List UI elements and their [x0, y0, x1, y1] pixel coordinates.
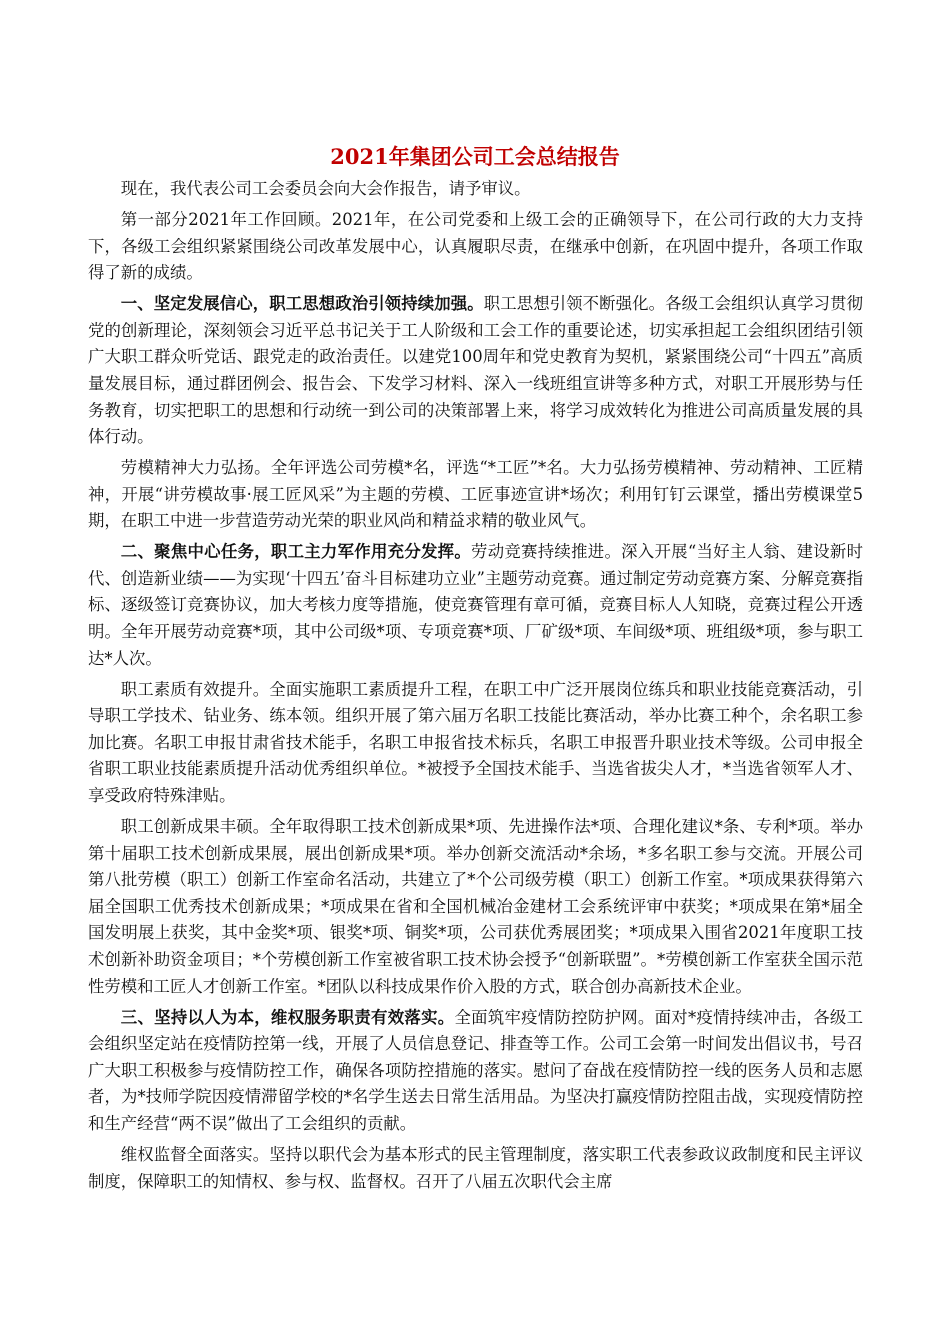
body-paragraph: [88, 814, 863, 1000]
paragraph-text: 维权监督全面落实。坚持以职代会为基本形式的民主管理制度，落实职工代表参政议政制度和民主评议制度，保障职工的知情权、参与权、监督权。召开了八届五次职代会主席: [88, 1144, 863, 1191]
paragraph-text: 劳模精神大力弘扬。全年评选公司劳模*名，评选“*工匠”*名。大力弘扬劳模精神、劳动精神、工匠精神，开展“讲劳模故事·展工匠风采”为主题的劳模、工匠事迹宣讲*场次；利用钉钉云课堂，播出劳模课堂5期，在职工中进一步营造劳动光荣的职业风尚和精益求精的敬业风气。: [88, 458, 863, 531]
body-paragraph: [88, 291, 863, 451]
paragraph-text: 职工创新成果丰硕。全年取得职工技术创新成果*项、先进操作法*项、合理化建议*条、专利*项。举办第十届职工技术创新成果展，展出创新成果*项。举办创新交流活动*余场，*多名职工参与交流。开展公司第八批劳模（职工）创新工作室命名活动，共建立了*个公司级劳模（职工）创新工作室。*项成果获得第六届全国职工优秀技术创新成果；*项成果在省和全国机械冶金建材工会系统评审中获奖；*项成果在第*届全国发明展上获奖，其中金奖*项、银奖*项、铜奖*项，公司获优秀展团奖；*项成果入围省2021年度职工技术创新补助资金项目；*个劳模创新工作室被省职工技术协会授予“创新联盟”。*劳模创新工作室获全国示范性劳模和工匠人才创新工作室。*团队以科技成果作价入股的方式，联合创办高新技术企业。: [88, 817, 863, 996]
body-paragraph: [88, 1142, 863, 1195]
paragraph-text: 职工思想引领不断强化。各级工会组织认真学习贯彻党的创新理论，深刻领会习近平总书记关于工人阶级和工会工作的重要论述，切实承担起工会组织团结引领广大职工群众听党话、跟党走的政治责任。以建党100周年和党史教育为契机，紧紧围绕公司“十四五”高质量发展目标，通过群团例会、报告会、下发学习材料、深入一线班组宣讲等多种方式，对职工开展形势与任务教育，切实把职工的思想和行动统一到公司的决策部署上来，将学习成效转化为推进公司高质量发展的具体行动。: [88, 294, 863, 447]
paragraph-text: 职工素质有效提升。全面实施职工素质提升工程，在职工中广泛开展岗位练兵和职业技能竞赛活动，引导职工学技术、钻业务、练本领。组织开展了第六届万名职工技能比赛活动，举办比赛工种个，余名职工参加比赛。名职工申报甘肃省技术能手，名职工申报省技术标兵，名职工申报晋升职业技术等级。公司申报全省职工职业技能素质提升活动优秀组织单位。*被授予全国技术能手、当选省拔尖人才，*当选省领军人才、享受政府特殊津贴。: [88, 679, 863, 806]
document-title: 2021年集团公司工会总结报告: [330, 144, 620, 169]
paragraph-text: 全面筑牢疫情防控防护网。面对*疫情持续冲击，各级工会组织坚定站在疫情防控第一线，开展了人员信息登记、排查等工作。公司工会第一时间发出倡议书，号召广大职工积极参与疫情防控工作，确保各项防控措施的落实。慰问了奋战在疫情防控一线的医务人员和志愿者，为*技师学院因疫情滞留学校的*名学生送去日常生活用品。为坚决打赢疫情防控阻击战，实现疫情防控和生产经营“两不误”做出了工会组织的贡献。: [88, 1007, 863, 1133]
document-body: [88, 176, 863, 1199]
paragraph-text: 现在，我代表公司工会委员会向大会作报告，请予审议。: [120, 179, 531, 198]
paragraph-text: 劳动竞赛持续推进。深入开展“当好主人翁、建设新时代、创造新业绩——为实现‘十四五’奋斗目标建功立业”主题劳动竞赛。通过制定劳动竞赛方案、分解竞赛指标、逐级签订竞赛协议，加大考核力度等措施，使竞赛管理有章可循，竞赛目标人人知晓，竞赛过程公开透明。全年开展劳动竞赛*项，其中公司级*项、专项竞赛*项、厂矿级*项、车间级*项、班组级*项，参与职工达*人次。: [88, 542, 863, 668]
section-heading: 一、坚定发展信心，职工思想政治引领持续加强。: [120, 294, 484, 314]
body-paragraph: [88, 455, 863, 535]
section-heading: 三、坚持以人为本，维权服务职责有效落实。: [120, 1007, 455, 1027]
body-paragraph: [88, 207, 863, 287]
body-paragraph: [88, 677, 863, 810]
body-paragraph: [88, 539, 863, 672]
body-paragraph: [88, 176, 863, 203]
section-heading: 二、聚焦中心任务，职工主力军作用充分发挥。: [120, 542, 472, 562]
paragraph-text: 第一部分2021年工作回顾。2021年，在公司党委和上级工会的正确领导下，在公司行政的大力支持下，各级工会组织紧紧围绕公司改革发展中心，认真履职尽责，在继承中创新，在巩固中提升，各项工作取得了新的成绩。: [88, 209, 863, 283]
body-paragraph: [88, 1005, 863, 1138]
